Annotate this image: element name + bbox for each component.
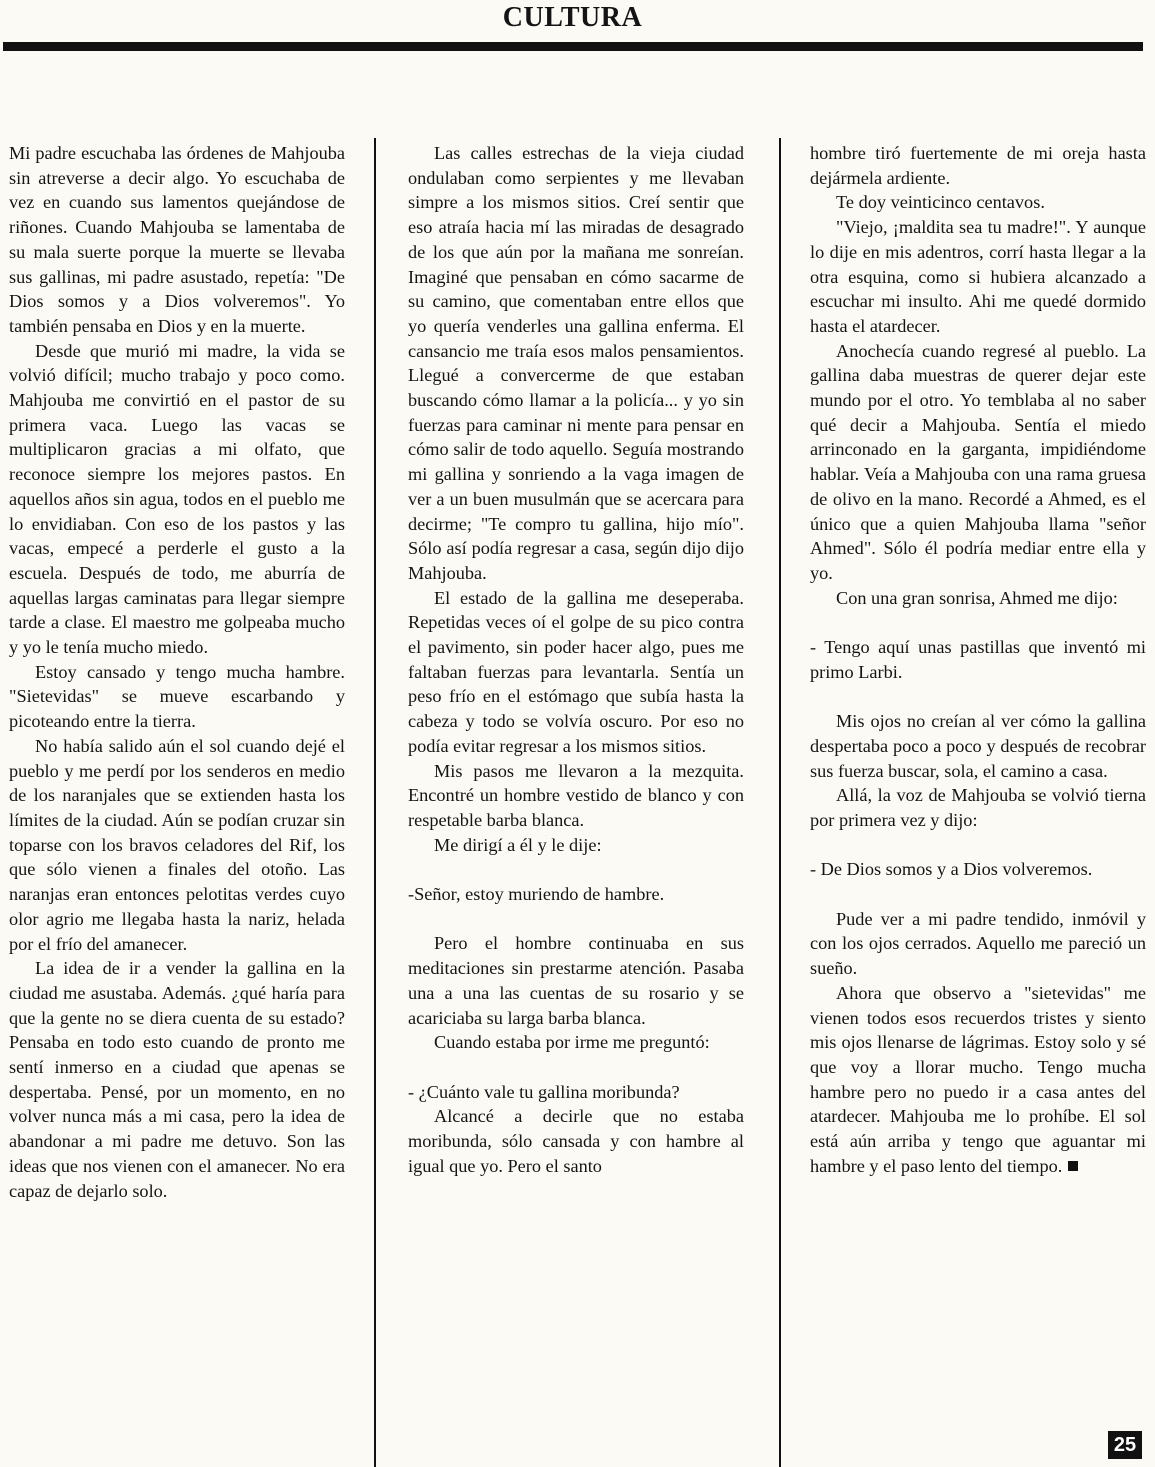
end-of-article-mark <box>1068 1161 1078 1171</box>
column-divider <box>374 138 376 1467</box>
paragraph: - De Dios somos y a Dios volveremos. <box>810 859 1093 880</box>
paragraph: hombre tiró fuertemente de mi oreja hasta dejármela ardiente. <box>810 143 1146 188</box>
paragraph: "Viejo, ¡maldita sea tu madre!". Y aunque lo dije en mis adentros, corrí hasta llegar a la otra esquina, como si hubiera alcanzado a escuchar mi insulto. Ahi me quedé dormido hasta el atardecer. <box>810 217 1146 336</box>
paragraph: Estoy cansado y tengo mucha hambre. "Sietevidas" se mueve escarbando y picoteando entre la tierra. <box>9 661 345 732</box>
paragraph: Mi padre escuchaba las órdenes de Mahjouba sin atreverse a decir algo. Yo escuchaba de vez en cuando sus lamentos quejándose de riñones. Cuando Mahjouba se lamentaba de su mala suerte porque la muerte se llevaba sus gallinas, mi padre asustado, repetía: "De Dios somos y a Dios volveremos". Yo también pensaba en Dios y en la muerte. <box>9 143 345 336</box>
paragraph: - ¿Cuánto vale tu gallina moribunda? <box>408 1081 680 1102</box>
text-column-2 <box>408 141 744 1178</box>
paragraph: Te doy veinticinco centavos. <box>836 192 1045 213</box>
paragraph-text: Ahora que observo a "sietevidas" me vienen todos esos recuerdos tristes y siento mis ojos llenarse de lágrimas. Estoy solo y sé que voy a llorar mucho. Tengo mucha hambre pero no puedo ir a casa antes del atardecer. Mahjouba me lo prohíbe. El sol está aún arriba y tengo que aguantar mi hambre y el paso lento del tiempo. <box>810 982 1146 1176</box>
paragraph: No había salido aún el sol cuando dejé el pueblo y me perdí por los senderos en medio de los naranjales que se extienden hasta los límites de la ciudad. Aún se podían cruzar sin toparse con los bravos celadores del Rif, los que sólo vienen a finales del otoño. Las naranjas eran entonces pelotitas verdes cuyo olor agrio me llegaba hasta la nariz, helada por el frío del amanecer. <box>9 735 345 954</box>
paragraph: - Tengo aquí unas pastillas que inventó mi primo Larbi. <box>810 637 1146 682</box>
paragraph: Las calles estrechas de la vieja ciudad ondulaban como serpientes y me llevaban simpre a los mismos sitios. Creí sentir que eso atraía hacia mí las miradas de desagrado de los que aún por la mañana me sonreían. Imaginé que pensaban en cómo sacarme de su camino, que comentaban entre ellos que yo quería venderles una gallina enferma. El cansancio me traía esos malos pensamientos. Llegué a convercerme de que estaban buscando cómo llamar a la policía... y yo sin fuerzas para caminar ni mente para pensar en cómo salir de todo aquello. Seguía mostrando mi gallina y sonriendo a la vaga imagen de ver a un buen musulmán que se acercara para decirme; "Te compro tu gallina, hijo mío". Sólo así podía regresar a casa, según dijo dijo Mahjouba. <box>408 143 744 583</box>
header-rule <box>3 42 1143 51</box>
paragraph: Desde que murió mi madre, la vida se volvió difícil; mucho trabajo y poco como. Mahjouba me convirtió en el pastor de su primera vaca. Luego las vacas se multiplicaron gracias a mi olfato, que reconoce siempre los mejores pastos. En aquellos años sin agua, todos en el pueblo me lo envidiaban. Con eso de los pastos y las vacas, empecé a perderle el gusto a la escuela. Después de todo, me aburría de aquellas largas caminatas para llegar siempre tarde a clase. El maestro me golpeaba mucho y yo le tenía mucho miedo. <box>9 340 345 658</box>
paragraph: Pero el hombre continuaba en sus meditaciones sin prestarme atención. Pasaba una a una las cuentas de su rosario y se acariciaba su larga barba blanca. <box>408 933 744 1028</box>
paragraph: El estado de la gallina me deseperaba. Repetidas veces oí el golpe de su pico contra el pavimento, sin poder hacer algo, pues me faltaban fuerzas para levantarla. Sentía un peso frío en el estómago que subía hasta la cabeza y todo se volvía oscuro. Por eso no podía evitar regresar a los mismos sitios. <box>408 587 744 756</box>
page-number: 25 <box>1108 1431 1142 1459</box>
section-title: CULTURA <box>502 2 643 33</box>
paragraph: Alcancé a decirle que no estaba moribunda, sólo cansada y con hambre al igual que yo. Pero el santo <box>408 1106 744 1176</box>
text-column-3 <box>810 141 1146 1178</box>
paragraph-last <box>810 981 1146 1179</box>
paragraph: Mis ojos no creían al ver cómo la gallina despertaba poco a poco y después de recobrar sus fuerza buscar, sola, el camino a casa. <box>810 711 1146 781</box>
column-divider <box>779 138 781 1467</box>
paragraph: -Señor, estoy muriendo de hambre. <box>408 884 665 905</box>
paragraph: Anochecía cuando regresé al pueblo. La gallina daba muestras de querer dejar este mundo por el otro. Yo temblaba al no saber qué decir a Mahjouba. Sentía el miedo arrinconado en la garganta, impidiéndome hablar. Veía a Mahjouba con una rama gruesa de olivo en la mano. Recordé a Ahmed, es el único que a quien Mahjouba llama "señor Ahmed". Sólo él podría mediar entre ella y yo. <box>810 340 1146 583</box>
paragraph: La idea de ir a vender la gallina en la ciudad me asustaba. Además. ¿qué haría para que la gente no se diera cuenta de su estado? Pensaba en todo esto cuando de pronto me sentí inmerso en a ciudad que apenas se despertaba. Pensé, por un momento, en no volver nunca más a mi casa, pero la idea de abandonar a mi padre me detuvo. Son las ideas que nos vienen con el amanecer. No era capaz de dejarlo solo. <box>9 958 345 1201</box>
paragraph: Cuando estaba por irme me preguntó: <box>434 1032 710 1053</box>
paragraph: Allá, la voz de Mahjouba se volvió tierna por primera vez y dijo: <box>810 785 1146 830</box>
text-column-1 <box>9 141 345 1203</box>
paragraph: Pude ver a mi padre tendido, inmóvil y con los ojos cerrados. Aquello me pareció un sueño. <box>810 908 1146 979</box>
paragraph: Con una gran sonrisa, Ahmed me dijo: <box>836 587 1118 608</box>
paragraph: Mis pasos me llevaron a la mezquita. Encontré un hombre vestido de blanco y con respetable barba blanca. <box>408 760 744 830</box>
paragraph: Me dirigí a él y le dije: <box>434 834 602 855</box>
